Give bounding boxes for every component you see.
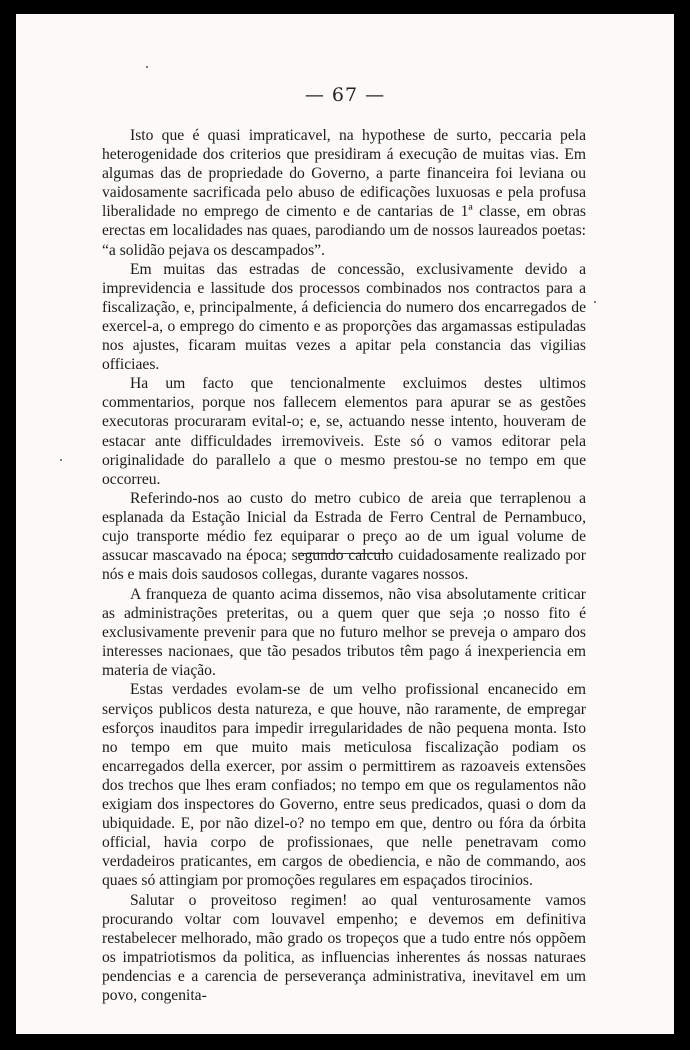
paragraph: Salutar o proveitoso regimen! ao qual venturosamente vamos procurando voltar com louvavel empenho; e devemos em definitiva restabelecer melhorado, mão grado os tropeços que a tudo entre nós oppõem os impatriotismos da politica, as influencias inherentes ás nossas naturaes pendencias e a carencia de perseverança administrativa, inevitavel em um povo, congenita- bbox=[102, 891, 586, 1004]
scan-speck bbox=[594, 301, 596, 303]
paragraph: Isto que é quasi impraticavel, na hypothese de surto, peccaria pela heterogenidade dos criterios que presidiram á execução de muitas vias. Em algumas das de propriedade do Governo, a parte financeira foi leviana ou vaidosamente sacrificada pelo abuso de edificações luxuosas e pela profusa liberalidade no emprego de cimento e de cantarias de 1ª classe, em obras erectas em localidades nas quaes, parodiando um de nossos laureados poetas: “a solidão pejava os descampados”. bbox=[102, 127, 586, 259]
section-divider bbox=[298, 553, 388, 554]
scan-speck bbox=[60, 459, 62, 461]
paragraph: Referindo-nos ao custo do metro cubico de areia que terraplenou a esplanada da Estação Inicial da Estrada de Ferro Central de Pernambuco, cujo transporte médio fez equiparar o preço ao de um igual volume de assucar mascavado na época; segundo calculo cuidadosamente realizado por nós e mais dois saudosos collegas, durante vagares nossos. bbox=[102, 489, 586, 584]
paragraph: A franqueza de quanto acima dissemos, não visa absolutamente criticar as administrações preteritas, ou a quem quer que seja ;o nosso fito é exclusivamente prevenir para que no futuro melhor se preveja o amparo dos interesses nacionaes, que tão pesados tributos têm pago á inexperiencia em materia de viação. bbox=[102, 586, 586, 680]
paragraph: Ha um facto que tencionalmente excluimos destes ultimos commentarios, porque nos fallecem elementos para apurar se as gestões executoras procuraram evital-o; e, se, actuando nesse intento, houveram de estacar ante difficuldades irremoviveis. Este só o vamos editorar pela originalidade do parallelo a que o mesmo prestou-se no tempo em que occorreu. bbox=[102, 375, 586, 488]
document-page bbox=[16, 14, 674, 1034]
text-section-1 bbox=[102, 126, 586, 584]
scan-speck bbox=[146, 66, 148, 68]
paragraph: Em muitas das estradas de concessão, exclusivamente devido a imprevidencia e lassitude dos processos combinados nos contractos para a fiscalização, e, principalmente, á deficiencia do numero dos encarregados de exercel-a, o emprego do cimento e as proporções das argamassas estipuladas nos ajustes, ficaram muitas vezes a apitar pela constancia das vigilias officiaes. bbox=[102, 260, 586, 374]
page-number: — 67 — bbox=[304, 84, 386, 106]
text-section-2 bbox=[102, 585, 586, 1005]
paragraph: Estas verdades evolam-se de um velho profissional encanecido em serviços publicos desta natureza, e que houve, não raramente, de empregar esforços inauditos para impedir irregularidades de não pequena monta. Isto no tempo em que muito mais meticulosa fiscalização podiam os encarregados della exercer, por assim o permittirem as razoaveis extensões dos trechos que lhes eram confiados; no tempo em que os regulamentos não exigiam dos inspectores do Governo, entre seus predicados, quasi o dom da ubiquidade. E, por não dizel-o? no tempo em que, dentro ou fóra da órbita official, havia corpo de profissionaes, que nelle penetravam como verdadeiros praticantes, em cargos de obediencia, e não de commando, aos quaes só attingiam por promoções regulares em espaçados tirocinios. bbox=[102, 681, 586, 890]
